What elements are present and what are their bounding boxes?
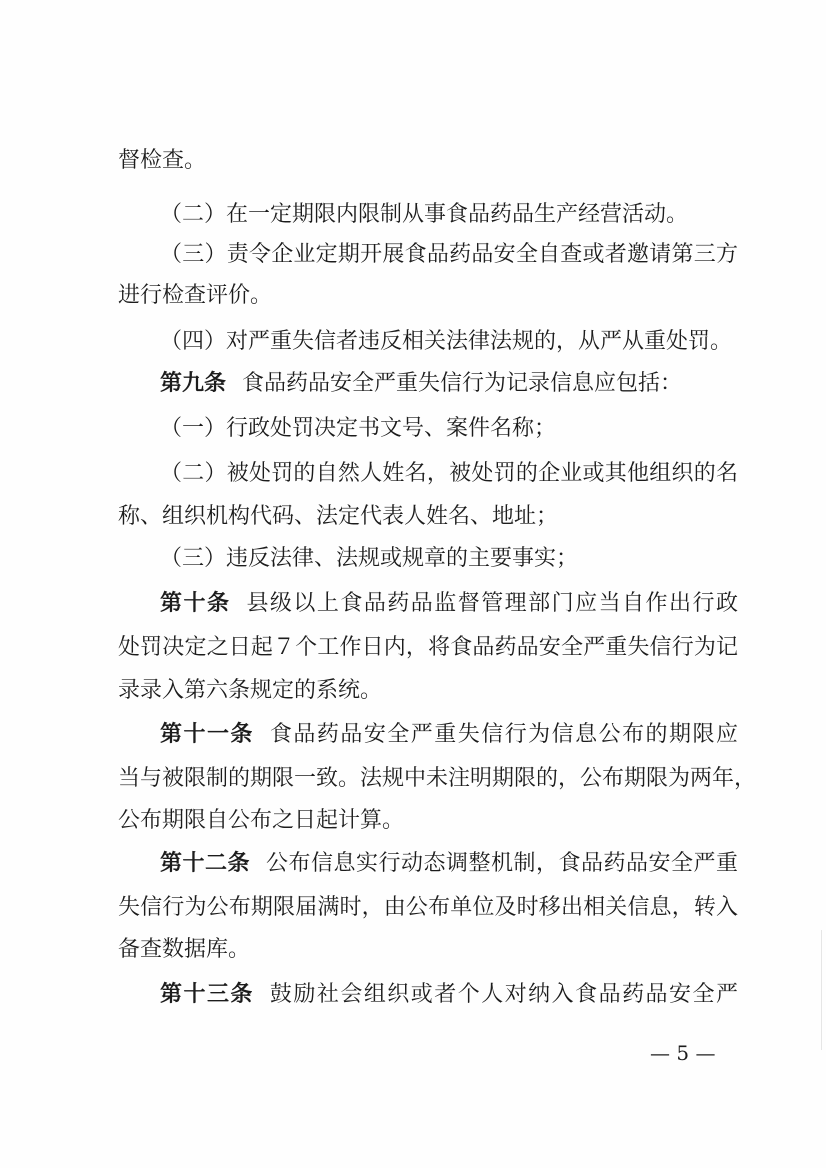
article-text: 公布信息实行动态调整机制，食品药品安全严重 xyxy=(266,851,738,876)
article-heading: 第十二条 xyxy=(160,851,250,876)
text-line: 称、组织机构代码、法定代表人姓名、地址； xyxy=(118,504,559,529)
text-line: （二）在一定期限内限制从事食品药品生产经营活动。 xyxy=(160,202,689,227)
article-text: 食品药品安全严重失信行为记录信息应包括： xyxy=(242,371,683,396)
article-11-line xyxy=(160,720,738,750)
article-12-line xyxy=(160,849,738,879)
article-9-line xyxy=(160,369,682,399)
text-line: 公布期限自公布之日起计算。 xyxy=(118,808,405,833)
text-line: （一）行政处罚决定书文号、案件名称； xyxy=(160,416,557,441)
text-line: 处罚决定之日起７个工作日内，将食品药品安全严重失信行为记 xyxy=(118,635,738,660)
article-text: 县级以上食品药品监督管理部门应当自作出行政 xyxy=(246,591,738,616)
article-text: 食品药品安全严重失信行为信息公布的期限应 xyxy=(269,722,738,747)
text-line: （三）责令企业定期开展食品药品安全自查或者邀请第三方 xyxy=(160,242,738,267)
text-line: 失信行为公布期限届满时，由公布单位及时移出相关信息，转入 xyxy=(118,895,738,920)
article-heading: 第十三条 xyxy=(160,982,254,1007)
text-line: （二）被处罚的自然人姓名，被处罚的企业或其他组织的名 xyxy=(160,461,738,486)
text-line: 备查数据库。 xyxy=(118,937,251,962)
text-line: （四）对严重失信者违反相关法律法规的，从严从重处罚。 xyxy=(160,329,733,354)
text-line: 进行检查评价。 xyxy=(118,283,273,308)
article-10-line xyxy=(160,589,738,619)
text-line: 督检查。 xyxy=(118,148,207,173)
page-number: — 5 — xyxy=(650,1041,716,1065)
text-line: 录录入第六条规定的系统。 xyxy=(118,678,383,703)
article-heading: 第十条 xyxy=(160,591,231,616)
article-13-line xyxy=(160,980,738,1010)
article-text: 鼓励社会组织或者个人对纳入食品药品安全严 xyxy=(269,982,738,1007)
article-heading: 第九条 xyxy=(160,371,227,396)
scan-edge-shadow xyxy=(821,930,822,1050)
article-heading: 第十一条 xyxy=(160,722,254,747)
text-line: （三）违反法律、法规或规章的主要事实； xyxy=(160,546,579,571)
text-line: 当与被限制的期限一致。法规中未注明期限的，公布期限为两年， xyxy=(118,766,757,791)
